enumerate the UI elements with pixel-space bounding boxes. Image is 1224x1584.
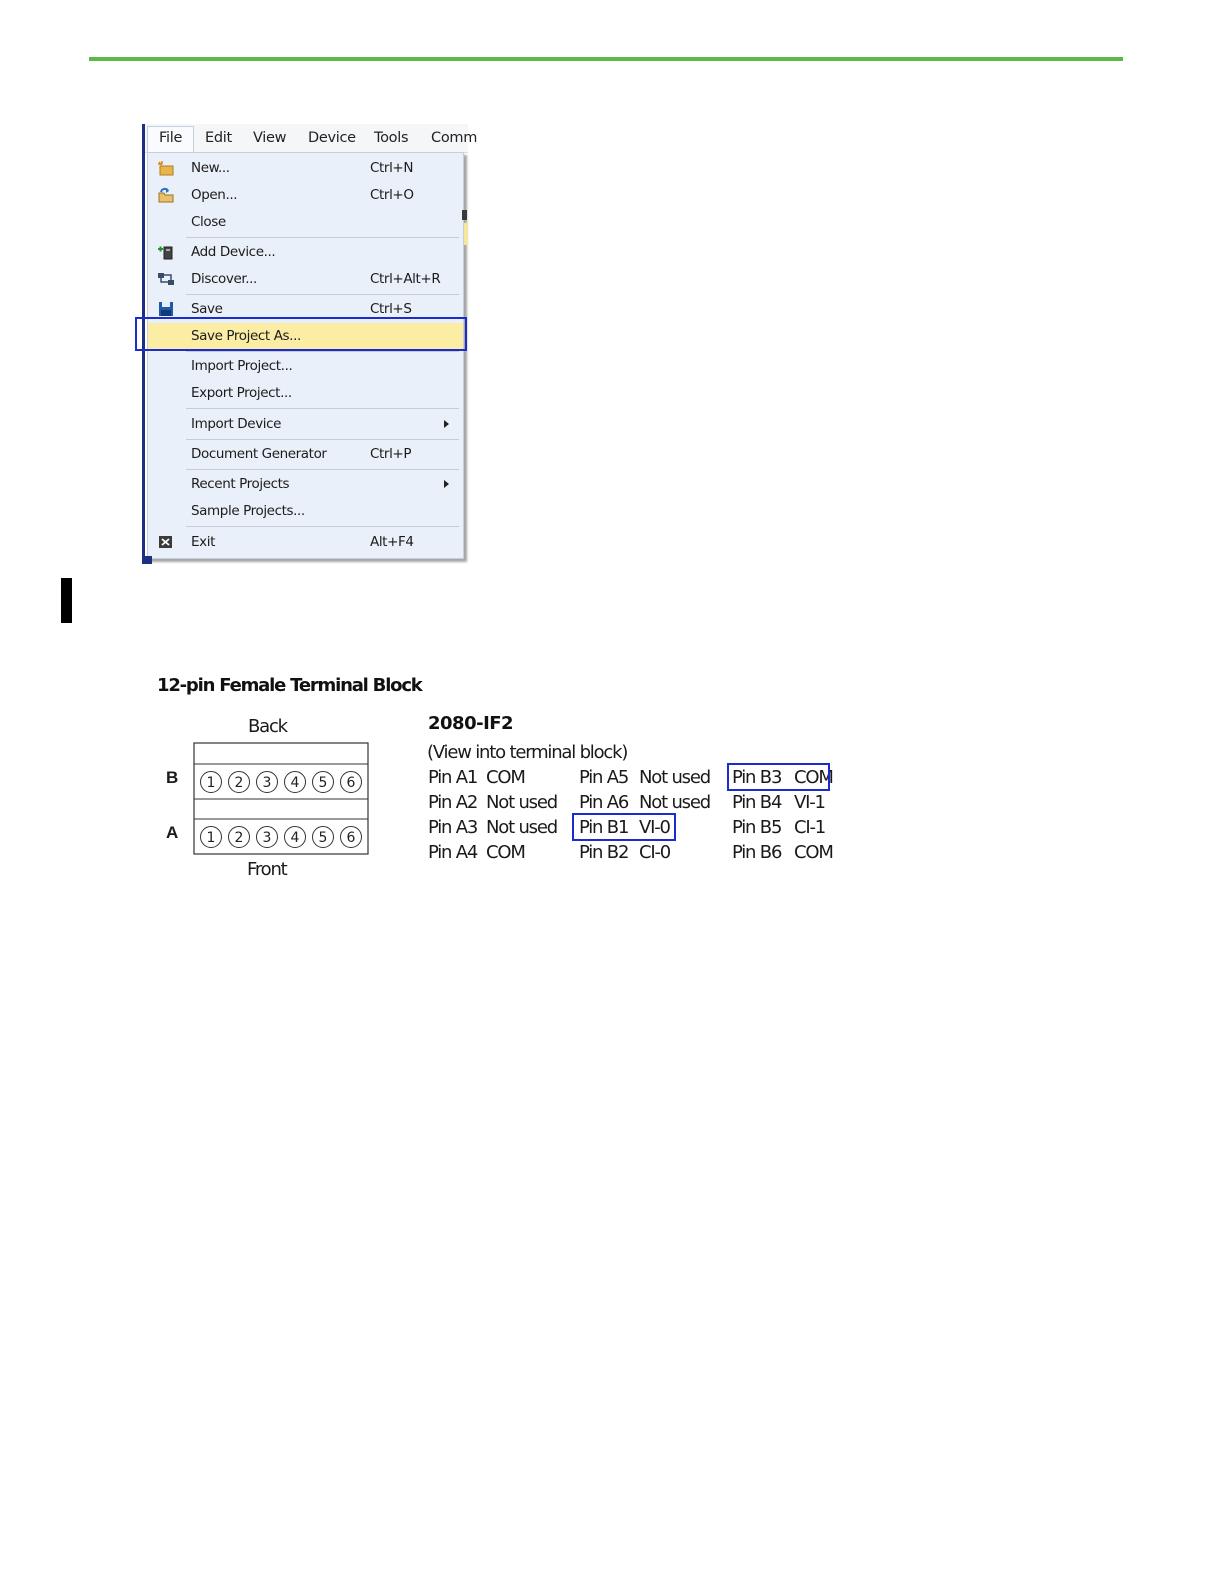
pin-name: Pin B1 [579, 817, 629, 838]
terminal-pin-number: 2 [234, 830, 244, 846]
terminal-pin-number: 2 [234, 775, 244, 791]
callout-box-pin-b1 [572, 813, 676, 841]
menu-item-shortcut: Ctrl+Alt+R [370, 271, 441, 287]
menu-item-label: Add Device... [191, 244, 276, 260]
terminal-pin-number: 3 [262, 775, 272, 791]
menu-separator [186, 351, 459, 352]
menu-item-label: Exit [191, 534, 215, 550]
open-folder-icon [157, 187, 175, 203]
pin-signal: COM [486, 767, 525, 788]
pin-signal: VI-1 [794, 792, 825, 813]
menu-item-add-device[interactable] [148, 239, 463, 266]
menu-item-open[interactable] [148, 182, 463, 209]
menu-item-label: Sample Projects... [191, 503, 305, 519]
menu-item-shortcut: Ctrl+O [370, 187, 414, 203]
menu-device[interactable]: Device [308, 130, 356, 146]
menu-item-label: Close [191, 214, 226, 230]
menu-separator [186, 294, 459, 295]
row-label-a: A [166, 823, 179, 842]
menu-item-label: Recent Projects [191, 476, 290, 492]
terminal-pin-number: 6 [346, 775, 356, 791]
view-note: (View into terminal block) [427, 742, 628, 763]
menu-edit[interactable]: Edit [205, 130, 232, 146]
pin-name: Pin A6 [579, 792, 629, 813]
terminal-pin-number: 4 [290, 775, 300, 791]
terminal-pin-number: 1 [206, 775, 216, 791]
callout-box-pin-b3 [727, 763, 830, 791]
menu-item-label: Export Project... [191, 385, 292, 401]
menu-bar [142, 124, 478, 153]
figure-title: 12-pin Female Terminal Block [157, 675, 422, 696]
pin-name: Pin B3 [732, 767, 782, 788]
menu-item-label: Import Device [191, 416, 282, 432]
menu-item-label: New... [191, 160, 230, 176]
menu-item-label: Discover... [191, 271, 257, 287]
terminal-block-diagram [193, 742, 370, 856]
menu-item-label: Document Generator [191, 446, 327, 462]
menu-separator [186, 526, 459, 527]
save-disk-icon [157, 301, 175, 317]
window-edge [462, 210, 467, 220]
menu-item-shortcut: Ctrl+N [370, 160, 414, 176]
terminal-pin-number: 3 [262, 830, 272, 846]
menu-separator [186, 237, 459, 238]
pin-name: Pin B2 [579, 842, 629, 863]
pin-signal: CI-1 [794, 817, 826, 838]
pin-name: Pin A3 [428, 817, 478, 838]
front-label: Front [247, 859, 287, 880]
menu-item-label: Save [191, 301, 223, 317]
row-label-b: B [166, 768, 179, 787]
submenu-arrow-icon [444, 480, 449, 488]
menu-view[interactable]: View [253, 130, 287, 146]
terminal-pin-number: 4 [290, 830, 300, 846]
menu-separator [186, 469, 459, 470]
pin-signal: COM [794, 842, 833, 863]
menu-separator [186, 439, 459, 440]
menu-item-shortcut: Alt+F4 [370, 534, 414, 550]
menu-item-sample-projects[interactable] [148, 498, 463, 525]
pin-signal: Not used [639, 792, 710, 813]
menu-item-label: Import Project... [191, 358, 293, 374]
file-menu-screenshot [142, 124, 478, 564]
pin-name: Pin A1 [428, 767, 478, 788]
top-green-rule [89, 57, 1123, 61]
model-number: 2080-IF2 [428, 713, 514, 734]
window-edge [464, 223, 468, 245]
add-device-icon [157, 244, 175, 260]
menu-file[interactable]: File [147, 126, 194, 152]
menu-item-import-device[interactable] [148, 411, 463, 438]
pin-name: Pin A4 [428, 842, 478, 863]
pin-signal: VI-0 [639, 817, 670, 838]
back-label: Back [248, 716, 287, 737]
file-dropdown [147, 152, 464, 559]
menu-item-label: Save Project As... [191, 328, 301, 344]
menu-item-new[interactable] [148, 155, 463, 182]
menu-item-import-project[interactable] [148, 353, 463, 380]
pin-signal: Not used [486, 817, 557, 838]
callout-box-save-project-as [135, 317, 467, 351]
menu-item-label: Open... [191, 187, 238, 203]
menu-item-document-generator[interactable] [148, 441, 463, 468]
menu-item-discover[interactable] [148, 266, 463, 293]
menu-tools[interactable]: Tools [374, 130, 409, 146]
terminal-pin-number: 6 [346, 830, 356, 846]
terminal-pin-number: 5 [318, 830, 328, 846]
pin-signal: COM [486, 842, 525, 863]
pin-name: Pin B4 [732, 792, 782, 813]
pin-name: Pin A5 [579, 767, 629, 788]
pin-signal: Not used [639, 767, 710, 788]
new-project-icon [157, 160, 175, 176]
pin-name: Pin A2 [428, 792, 478, 813]
menu-communications[interactable]: Comm [431, 130, 478, 146]
discover-network-icon [157, 271, 175, 287]
pin-name: Pin B6 [732, 842, 782, 863]
pin-signal: COM [794, 767, 833, 788]
menu-separator [186, 408, 459, 409]
submenu-arrow-icon [444, 420, 449, 428]
menu-item-recent-projects[interactable] [148, 471, 463, 498]
terminal-pin-number: 5 [318, 775, 328, 791]
side-marker [61, 578, 72, 623]
menu-item-close[interactable] [148, 209, 463, 236]
pin-signal: Not used [486, 792, 557, 813]
menu-item-export-project[interactable] [148, 380, 463, 407]
terminal-pin-number: 1 [206, 830, 216, 846]
window-edge [142, 556, 152, 564]
pin-signal: CI-0 [639, 842, 671, 863]
exit-x-icon [157, 534, 175, 550]
menu-item-shortcut: Ctrl+S [370, 301, 412, 317]
menu-item-exit[interactable] [148, 529, 463, 556]
pin-name: Pin B5 [732, 817, 782, 838]
menu-item-shortcut: Ctrl+P [370, 446, 412, 462]
